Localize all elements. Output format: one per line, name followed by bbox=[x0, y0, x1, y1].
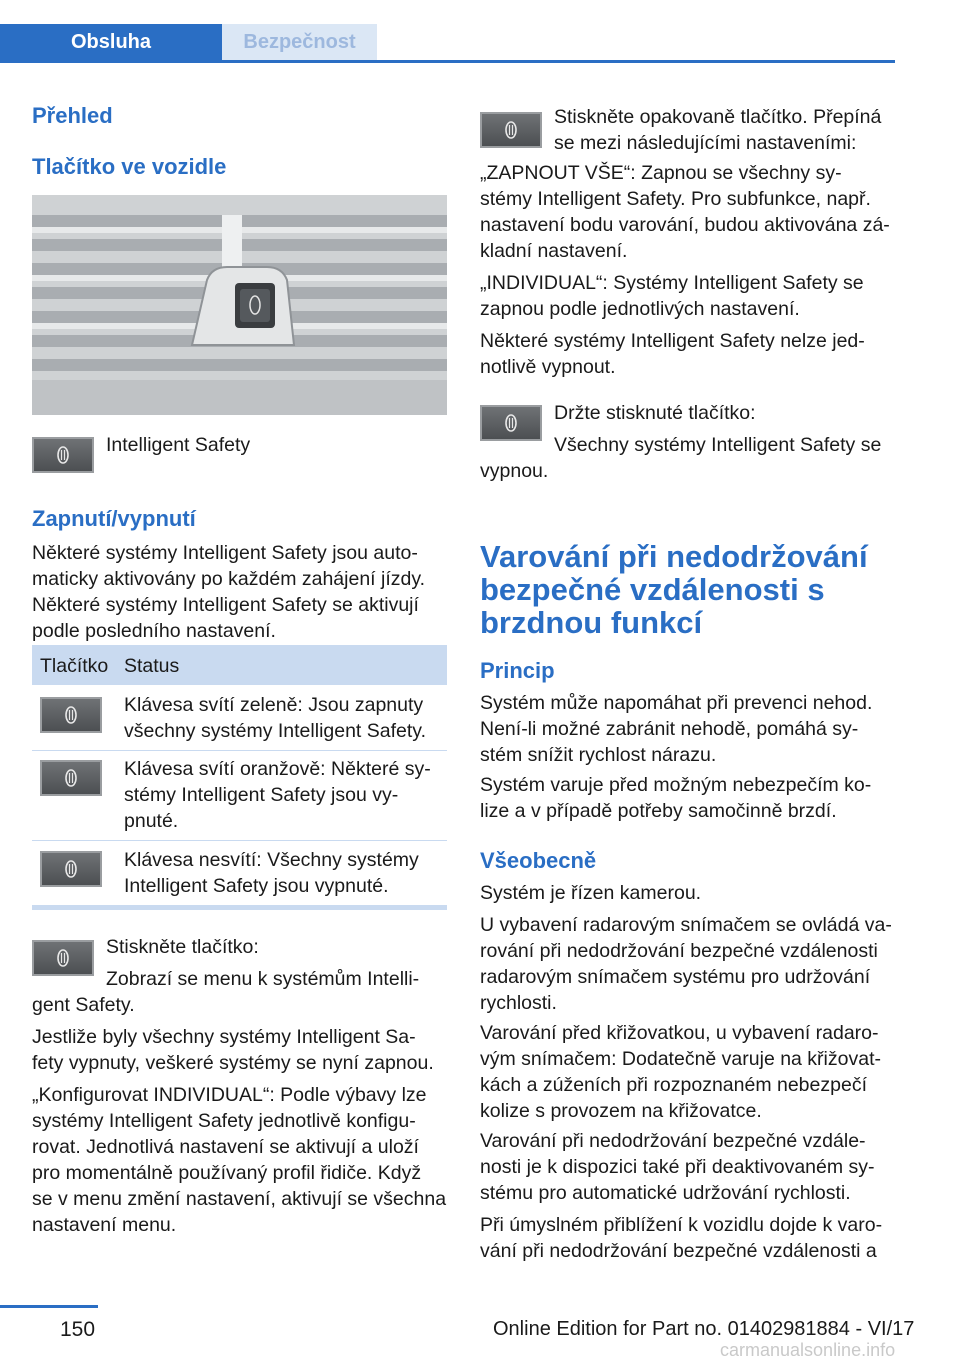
crossing-paragraph bbox=[480, 1020, 910, 1124]
text-line: Jestliže byly všechny systémy Intelligent Sa- bbox=[32, 1026, 416, 1048]
page-number: 150 bbox=[60, 1318, 96, 1341]
text-line: se v menu změní nastavení, aktivují se všechna bbox=[32, 1188, 447, 1210]
text-line: „Konfigurovat INDIVIDUAL“: Podle výbavy lze bbox=[32, 1084, 427, 1106]
watermark: carmanualsonline.info bbox=[720, 1340, 896, 1360]
chapter-title-line: bezpečné vzdálenosti s bbox=[480, 572, 825, 607]
button-green-icon bbox=[40, 697, 102, 733]
table-row bbox=[124, 692, 426, 744]
status-table-header bbox=[32, 645, 447, 685]
para-all-on bbox=[480, 160, 910, 264]
text-line: Varování před křižovatkou, u vybavení radaro- bbox=[480, 1022, 879, 1044]
text-line: nastavení menu. bbox=[32, 1214, 177, 1236]
button-orange-icon bbox=[40, 760, 102, 796]
repeat-text: se mezi následujícími nastaveními: bbox=[554, 132, 857, 154]
general-text: Systém je řízen kamerou. bbox=[480, 882, 702, 904]
repeat-text: Stiskněte opakovaně tlačítko. Přepíná bbox=[554, 106, 882, 128]
press-button-icon bbox=[32, 940, 94, 976]
photo-caption: Intelligent Safety bbox=[106, 434, 251, 456]
subsection-title: Tlačítko ve vozidle bbox=[32, 154, 227, 179]
section-title: Přehled bbox=[32, 103, 113, 128]
text-line: notlivě vypnout. bbox=[480, 356, 616, 378]
status-text: Intelligent Safety jsou vypnuté. bbox=[124, 875, 389, 897]
status-text: všechny systémy Intelligent Safety. bbox=[124, 720, 427, 742]
table-row bbox=[124, 756, 431, 834]
text-line: stému pro automatické udržování rychlosti. bbox=[480, 1182, 851, 1204]
status-text: Klávesa svítí oranžově: Některé sy- bbox=[124, 758, 431, 780]
press-text: Zobrazí se menu k systémům Intelli- bbox=[106, 968, 420, 990]
text-line: stémy Intelligent Safety. Pro subfunkce, např. bbox=[480, 188, 871, 210]
text-line: Systém může napomáhat při prevenci nehod. bbox=[480, 692, 873, 714]
approach-paragraph bbox=[480, 1212, 910, 1264]
hold-button-icon bbox=[480, 405, 542, 441]
tab-underline bbox=[0, 60, 895, 63]
button-photo bbox=[32, 195, 447, 415]
row-divider bbox=[32, 750, 447, 751]
table-row bbox=[124, 847, 419, 899]
edition-note: Online Edition for Part no. 01402981884 - VI/17 bbox=[493, 1318, 915, 1340]
footer-rule bbox=[0, 1305, 98, 1308]
radar-paragraph bbox=[480, 912, 910, 1016]
chapter-title-line: brzdnou funkcí bbox=[480, 605, 703, 640]
status-text: Klávesa svítí zeleně: Jsou zapnuty bbox=[124, 694, 424, 716]
text-line: Při úmyslném přiblížení k vozidlu dojde k varo- bbox=[480, 1214, 883, 1236]
text-line: „ZAPNOUT VŠE“: Zapnou se všechny sy- bbox=[480, 162, 842, 184]
text-line: lize a v případě potřeby samočinně brzdí. bbox=[480, 800, 837, 822]
text-line: radarovým snímačem systému pro udržování bbox=[480, 966, 871, 988]
table-bottom-rule bbox=[32, 905, 447, 910]
intelligent-safety-button-icon bbox=[32, 437, 94, 473]
principle-paragraph bbox=[480, 690, 910, 768]
text-line: stém snížit rychlost nárazu. bbox=[480, 744, 717, 766]
text-line: Není-li možné zabránit nehodě, pomáhá sy- bbox=[480, 718, 859, 740]
text-line: Některé systémy Intelligent Safety nelze jed- bbox=[480, 330, 865, 352]
text-line: rování při nedodržování bezpečné vzdálenosti bbox=[480, 940, 878, 962]
text-line: vání při nedodržování bezpečné vzdálenosti a bbox=[480, 1240, 877, 1262]
hold-text: Všechny systémy Intelligent Safety se bbox=[554, 434, 882, 456]
press-label: Stiskněte tlačítko: bbox=[106, 936, 259, 958]
tab-bezpecnost[interactable]: Bezpečnost bbox=[222, 24, 377, 60]
onoff-title: Zapnutí/vypnutí bbox=[32, 506, 196, 531]
chapter-tabs bbox=[0, 0, 895, 62]
text-line: fety vypnuty, veškeré systémy se nyní zapnou. bbox=[32, 1052, 434, 1074]
warn-paragraph bbox=[480, 772, 910, 824]
deactivated-paragraph bbox=[480, 1128, 910, 1206]
text-line: Varování při nedodržování bezpečné vzdále- bbox=[480, 1130, 866, 1152]
text-line: Systém varuje před možným nebezpečím ko- bbox=[480, 774, 872, 796]
para-individual bbox=[480, 270, 910, 322]
text-line: podle posledního nastavení. bbox=[32, 620, 276, 642]
col-header-status: Status bbox=[124, 655, 180, 677]
text-line: kladní nastavení. bbox=[480, 240, 628, 262]
general-title: Všeobecně bbox=[480, 848, 597, 873]
text-line: zapnou podle jednotlivých nastavení. bbox=[480, 298, 800, 320]
status-text: pnuté. bbox=[124, 810, 179, 832]
text-line: systémy Intelligent Safety jednotlivě konfigu- bbox=[32, 1110, 416, 1132]
press-text: gent Safety. bbox=[32, 994, 135, 1016]
text-line: Některé systémy Intelligent Safety jsou auto- bbox=[32, 542, 418, 564]
text-line: rychlosti. bbox=[480, 992, 557, 1014]
status-text: Klávesa nesvítí: Všechny systémy bbox=[124, 849, 419, 871]
onoff-paragraph bbox=[32, 540, 452, 644]
grille-illustration bbox=[32, 195, 447, 415]
text-line: rovat. Jednotlivá nastavení se aktivují a uloží bbox=[32, 1136, 419, 1158]
text-line: maticky aktivovány po každém zahájení jízdy. bbox=[32, 568, 426, 590]
hold-label: Držte stisknuté tlačítko: bbox=[554, 402, 756, 424]
text-line: kách a zúženích při rozpoznaném nebezpečí bbox=[480, 1074, 867, 1096]
status-text: stémy Intelligent Safety jsou vy- bbox=[124, 784, 399, 806]
chapter-title bbox=[480, 540, 910, 639]
text-line: nosti je k dispozici také při deaktivovaném sy- bbox=[480, 1156, 875, 1178]
text-line: U vybavení radarovým snímačem se ovládá va- bbox=[480, 914, 892, 936]
repeat-button-icon bbox=[480, 112, 542, 148]
principle-title: Princip bbox=[480, 658, 555, 683]
tab-obsluha[interactable]: Obsluha bbox=[0, 24, 222, 60]
para-configure bbox=[32, 1082, 457, 1238]
button-off-icon bbox=[40, 851, 102, 887]
col-header-button: Tlačítko bbox=[40, 655, 109, 677]
text-line: kolize s provozem na křižovatce. bbox=[480, 1100, 762, 1122]
text-line: „INDIVIDUAL“: Systémy Intelligent Safety se bbox=[480, 272, 864, 294]
hold-text: vypnou. bbox=[480, 460, 549, 482]
text-line: Některé systémy Intelligent Safety se aktivují bbox=[32, 594, 419, 616]
row-divider bbox=[32, 840, 447, 841]
text-line: nastavení bodu varování, budou aktivována zá- bbox=[480, 214, 890, 236]
chapter-title-line: Varování při nedodržování bbox=[480, 539, 868, 574]
text-line: pro momentálně používaný profil řidiče. Když bbox=[32, 1162, 422, 1184]
text-line: vým snímačem: Dodatečně varuje na křižovat- bbox=[480, 1048, 881, 1070]
para-all-off bbox=[32, 1024, 457, 1076]
para-cannot-disable bbox=[480, 328, 910, 380]
